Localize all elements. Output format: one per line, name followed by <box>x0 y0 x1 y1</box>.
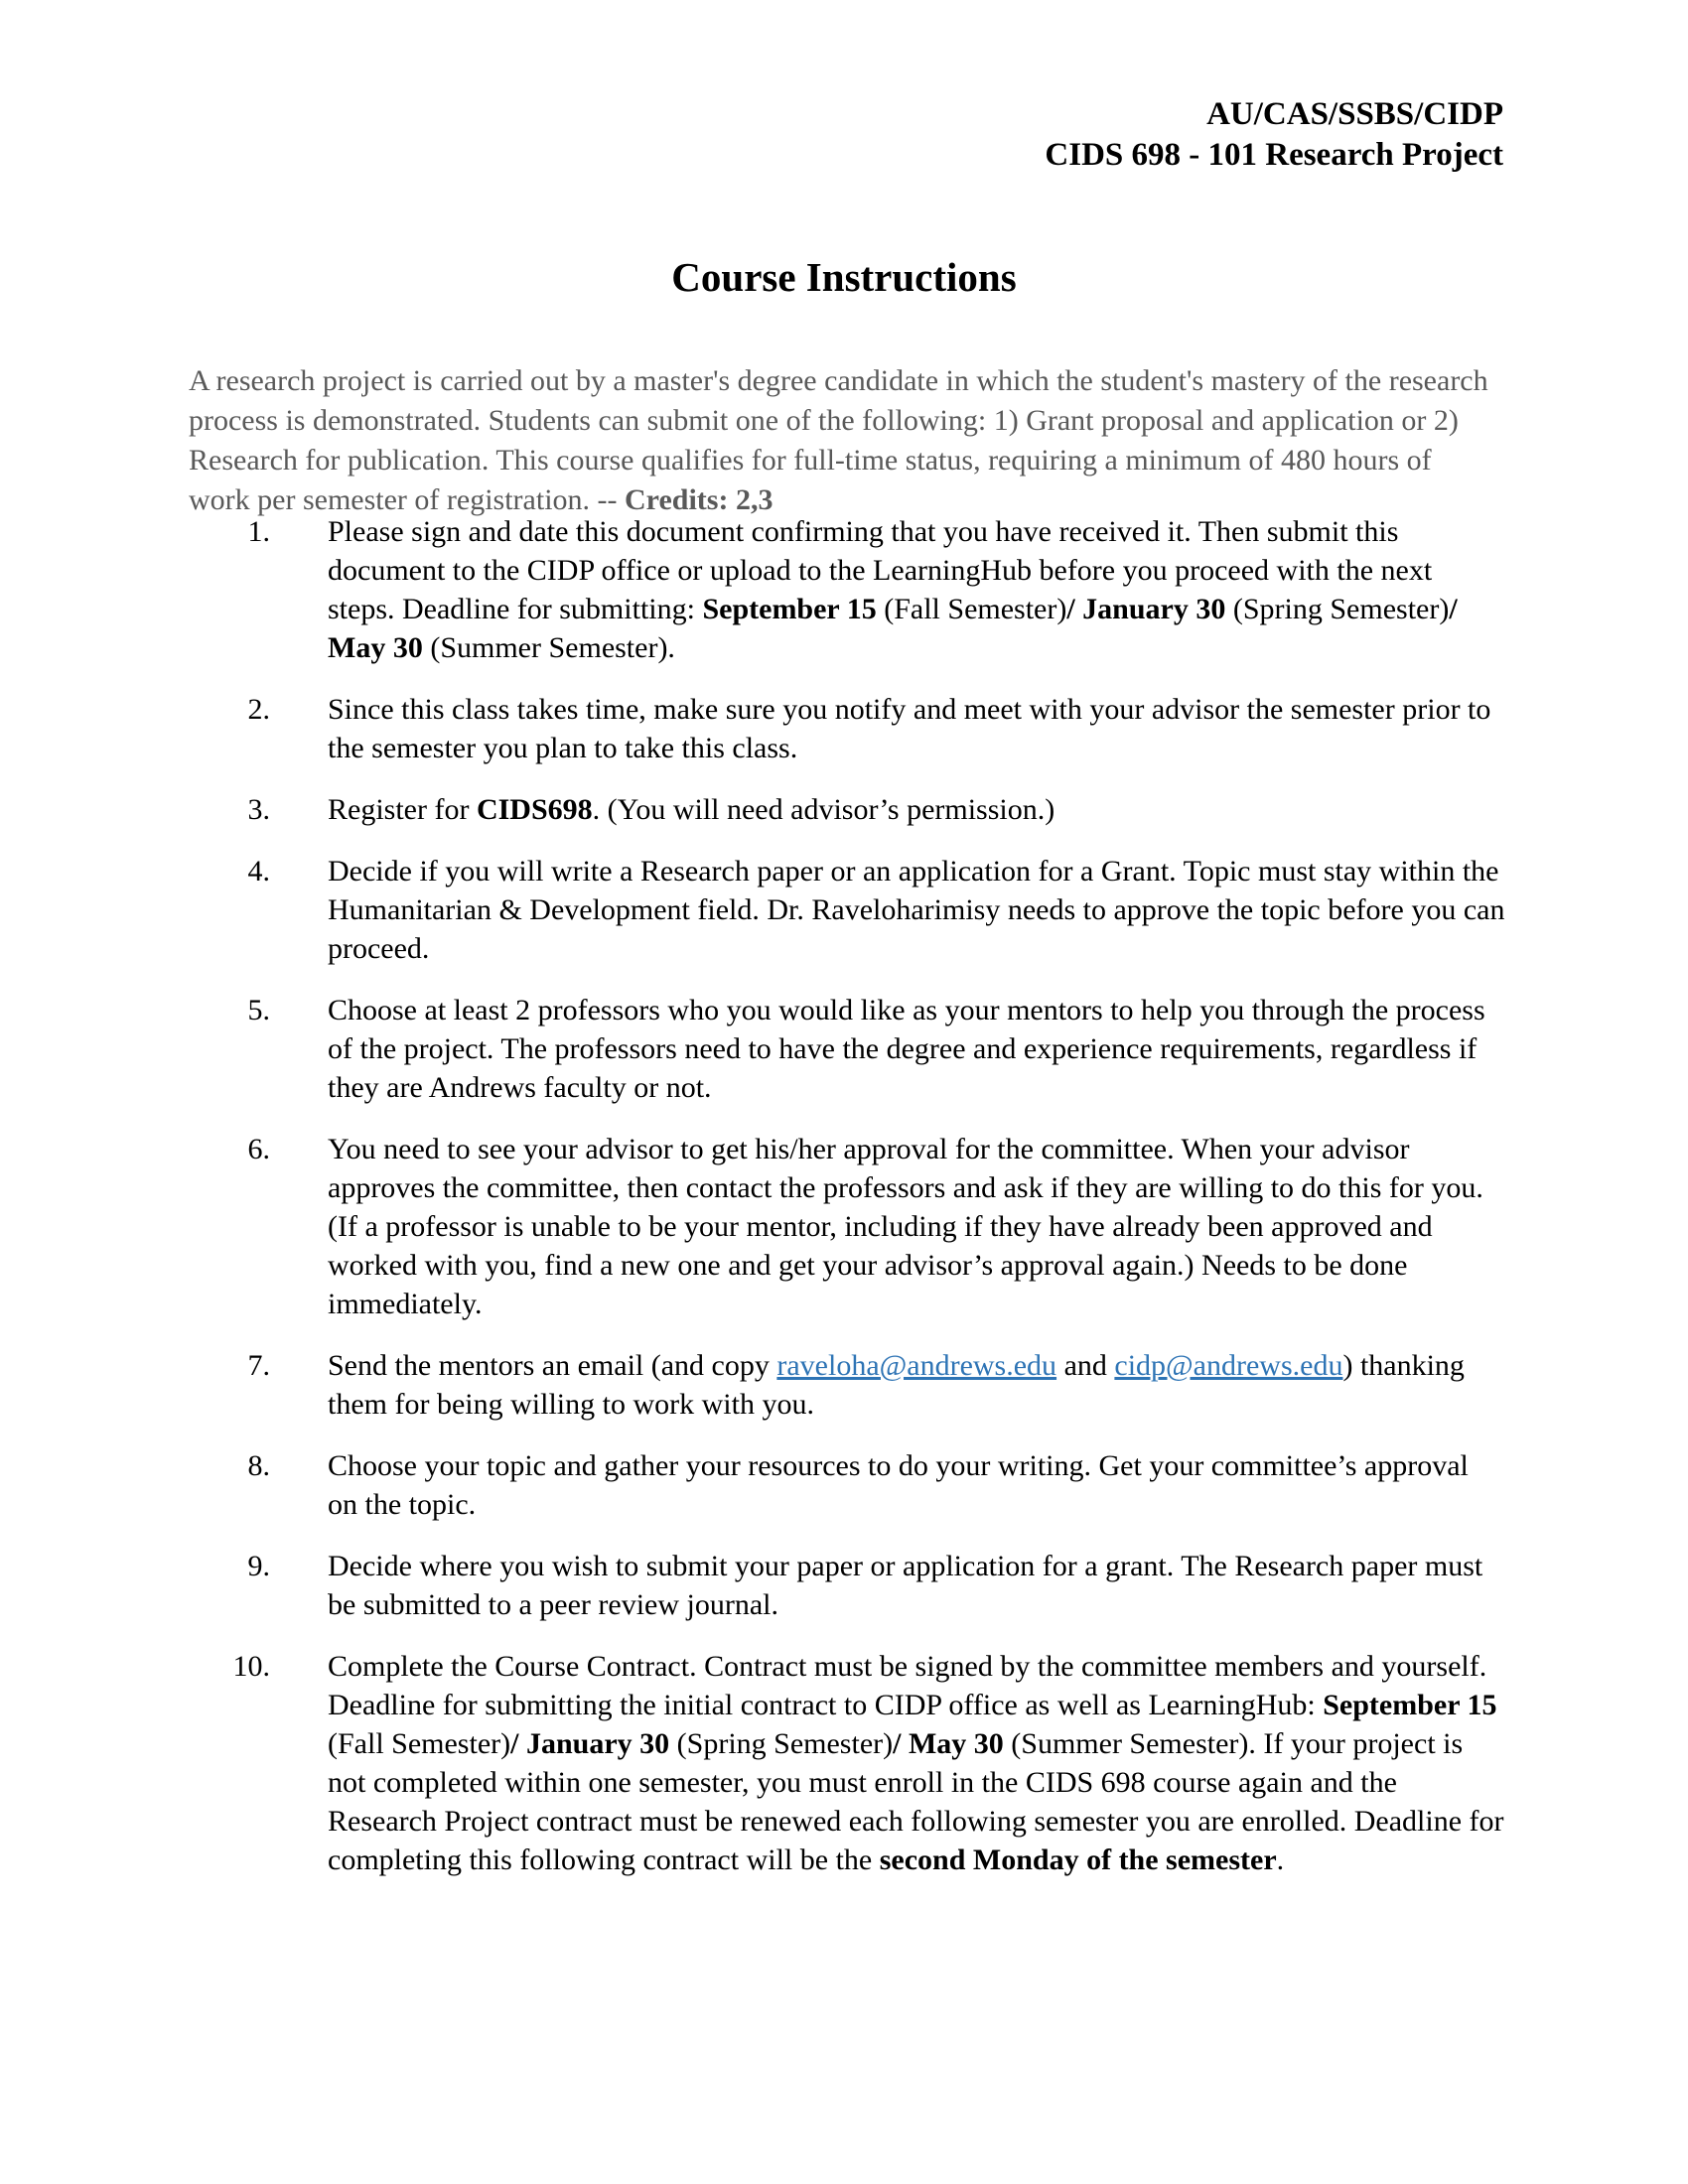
list-item-number: 7. <box>247 1349 270 1382</box>
list-item <box>189 991 1509 1107</box>
list-item <box>189 1547 1509 1624</box>
intro-paragraph <box>189 361 1495 520</box>
text-run: (Fall Semester) <box>876 593 1067 625</box>
list-item-number: 8. <box>247 1449 270 1482</box>
text-run: Register for <box>328 793 477 826</box>
list-item-text <box>328 991 1505 1107</box>
text-run: Since this class takes time, make sure you notify and meet with your advisor the semester prior to the semester you plan to take this class. <box>328 693 1491 764</box>
text-run: Send the mentors an email (and copy <box>328 1349 777 1382</box>
text-run: / January 30 <box>1066 593 1226 625</box>
text-run: Choose at least 2 professors who you would like as your mentors to help you through the process of the project. The professors need to have the degree and experience requirements, regardless if they are Andrews faculty or not. <box>328 994 1485 1104</box>
page-title: Course Instructions <box>671 254 1017 300</box>
list-item-text <box>328 852 1505 968</box>
list-item <box>189 1446 1509 1524</box>
header-course-line: CIDS 698 - 101 Research Project <box>1045 137 1503 173</box>
text-run: Choose your topic and gather your resources to do your writing. Get your committee’s approval on the topic. <box>328 1449 1469 1521</box>
list-item-number: 10. <box>232 1650 270 1683</box>
list-item-text <box>328 1346 1505 1424</box>
document-header <box>1045 94 1503 176</box>
text-run: / May 30 <box>893 1727 1004 1760</box>
text-run: September 15 <box>702 593 877 625</box>
text-run: (Summer Semester). If your project is not completed within one semester, you must enroll in the CIDS 698 course again and the Research Project contract must be renewed each following semester you are enrolled. Deadline for completing this following contract will be the <box>328 1727 1504 1876</box>
list-item <box>189 512 1509 667</box>
text-run: (Spring Semester) <box>669 1727 894 1760</box>
list-item-text <box>328 1647 1505 1879</box>
text-run: (Fall Semester) <box>328 1727 511 1760</box>
text-run: CIDS698 <box>476 793 593 826</box>
text-run: (Summer Semester). <box>422 631 675 664</box>
text-run: ) thanking them for being willing to work with you. <box>328 1349 1465 1421</box>
list-item-text <box>328 790 1505 829</box>
list-item-number: 3. <box>247 793 270 826</box>
text-run: Decide where you wish to submit your paper or application for a grant. The Research paper must be submitted to a peer review journal. <box>328 1550 1483 1621</box>
list-item-number: 6. <box>247 1133 270 1165</box>
text-run: . (You will need advisor’s permission.) <box>592 793 1055 826</box>
text-run: Decide if you will write a Research paper or an application for a Grant. Topic must stay within the Humanitarian & Development field. Dr. Raveloharimisy needs to approve the topic before you can proceed. <box>328 855 1505 965</box>
list-item-number: 5. <box>247 994 270 1026</box>
list-item-number: 9. <box>247 1550 270 1582</box>
text-run: . <box>1276 1843 1285 1876</box>
text-run: You need to see your advisor to get his/her approval for the committee. When your advisor approves the committee, then contact the professors and ask if they are willing to do this for you. (If a professor is unable to be your mentor, including if they have already been approved and worked with you, find a new one and get your advisor’s approval again.) Needs to be done immediately. <box>328 1133 1483 1320</box>
text-run: / January 30 <box>510 1727 670 1760</box>
list-item <box>189 1130 1509 1323</box>
list-item <box>189 1346 1509 1424</box>
list-item-number: 2. <box>247 693 270 726</box>
credits-label: Credits: 2,3 <box>625 483 774 516</box>
list-item-number: 4. <box>247 855 270 887</box>
text-run: (Spring Semester) <box>1225 593 1450 625</box>
list-item-text <box>328 512 1505 667</box>
list-item-text <box>328 690 1505 767</box>
list-item-text <box>328 1547 1505 1624</box>
list-item-text <box>328 1446 1505 1524</box>
email-link[interactable]: cidp@andrews.edu <box>1114 1349 1343 1382</box>
list-item-text <box>328 1130 1505 1323</box>
list-item <box>189 690 1509 767</box>
text-run: Please sign and date this document confirming that you have received it. Then submit this document to the CIDP office or upload to the LearningHub before you proceed with the next steps. Deadline for submitting: <box>328 515 1433 625</box>
intro-body-text: A research project is carried out by a master's degree candidate in which the student's mastery of the research process is demonstrated. Students can submit one of the following: 1) Grant proposal and application or 2) Research for publication. This course qualifies for full-time status, requiring a minimum of 480 hours of work per semester of registration. -- <box>189 364 1488 516</box>
header-org-line: AU/CAS/SSBS/CIDP <box>1206 96 1503 132</box>
text-run: second Monday of the semester <box>879 1843 1277 1876</box>
list-item <box>189 852 1509 968</box>
text-run: and <box>1056 1349 1115 1382</box>
list-item <box>189 790 1509 829</box>
text-run: Complete the Course Contract. Contract must be signed by the committee members and yourself. Deadline for submitting the initial contract to CIDP office as well as LearningHub: <box>328 1650 1487 1721</box>
list-item-number: 1. <box>247 515 270 548</box>
email-link[interactable]: raveloha@andrews.edu <box>776 1349 1057 1382</box>
text-run: / May 30 <box>328 593 1458 664</box>
list-item <box>189 1647 1509 1879</box>
instructions-list <box>189 512 1509 1902</box>
text-run: September 15 <box>1323 1689 1497 1721</box>
